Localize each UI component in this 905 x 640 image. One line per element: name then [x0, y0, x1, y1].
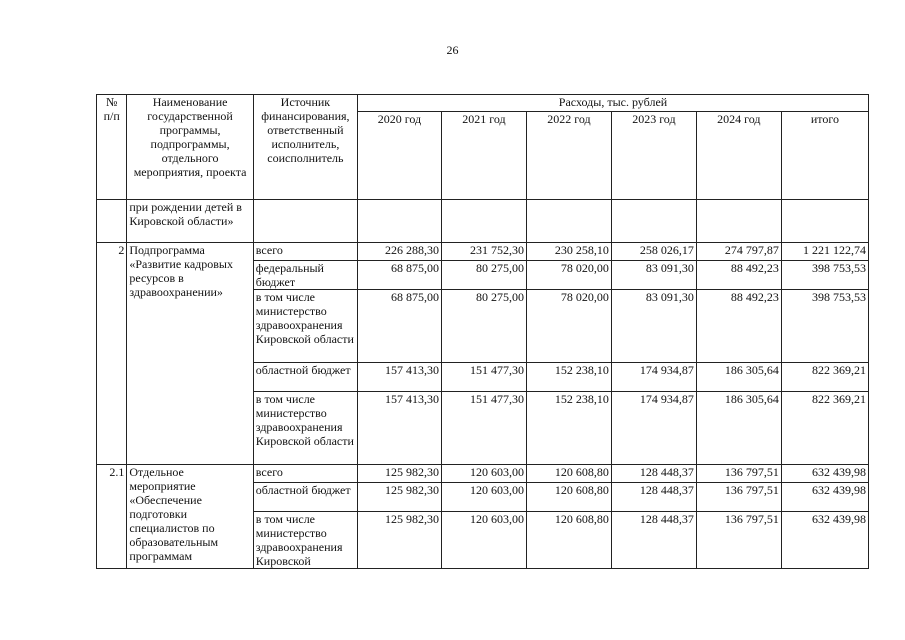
source-cell: федеральный бюджет [253, 261, 357, 290]
value-cell: 136 797,51 [696, 512, 781, 569]
value-cell: 226 288,30 [358, 243, 442, 261]
header-row-1 [97, 95, 869, 112]
value-cell: 632 439,98 [781, 483, 868, 512]
value-cell: 120 603,00 [441, 483, 526, 512]
header-year: 2022 год [526, 112, 611, 200]
empty-cell [781, 200, 868, 243]
source-cell: в том числе министерство здравоохранения Кировской области [253, 392, 357, 465]
value-cell: 151 477,30 [441, 392, 526, 465]
value-cell: 125 982,30 [358, 483, 442, 512]
value-cell: 128 448,37 [611, 483, 696, 512]
header-year: 2020 год [358, 112, 442, 200]
carry-num [97, 200, 127, 243]
header-year: 2024 год [696, 112, 781, 200]
header-total: итого [781, 112, 868, 200]
source-cell: в том числе министерство здравоохранения Кировской [253, 512, 357, 569]
value-cell: 80 275,00 [441, 261, 526, 290]
value-cell: 822 369,21 [781, 392, 868, 465]
value-cell: 186 305,64 [696, 363, 781, 392]
value-cell: 157 413,30 [358, 363, 442, 392]
carry-name: при рождении детей в Кировской области» [127, 200, 253, 243]
value-cell: 1 221 122,74 [781, 243, 868, 261]
section-num: 2.1 [97, 465, 127, 569]
value-cell: 398 753,53 [781, 290, 868, 363]
value-cell: 125 982,30 [358, 465, 442, 483]
section-name: Отдельное мероприятие «Обеспечение подготовки специалистов по образовательным программам [127, 465, 253, 569]
section-name: Подпрограмма «Развитие кадровых ресурсов в здравоохранении» [127, 243, 253, 465]
value-cell: 186 305,64 [696, 392, 781, 465]
empty-cell [441, 200, 526, 243]
value-cell: 136 797,51 [696, 483, 781, 512]
value-cell: 152 238,10 [526, 392, 611, 465]
value-cell: 230 258,10 [526, 243, 611, 261]
source-cell: всего [253, 243, 357, 261]
value-cell: 151 477,30 [441, 363, 526, 392]
value-cell: 274 797,87 [696, 243, 781, 261]
value-cell: 231 752,30 [441, 243, 526, 261]
value-cell: 398 753,53 [781, 261, 868, 290]
source-cell: областной бюджет [253, 483, 357, 512]
value-cell: 83 091,30 [611, 290, 696, 363]
value-cell: 78 020,00 [526, 261, 611, 290]
value-cell: 157 413,30 [358, 392, 442, 465]
value-cell: 174 934,87 [611, 363, 696, 392]
header-source: Источник финансирования, ответственный исполнитель, соисполнитель [253, 95, 357, 200]
value-cell: 83 091,30 [611, 261, 696, 290]
table-row [97, 243, 869, 261]
carry-row [97, 200, 869, 243]
section-num: 2 [97, 243, 127, 465]
value-cell: 152 238,10 [526, 363, 611, 392]
value-cell: 632 439,98 [781, 512, 868, 569]
value-cell: 120 608,80 [526, 512, 611, 569]
value-cell: 128 448,37 [611, 512, 696, 569]
page-number: 26 [446, 43, 459, 57]
value-cell: 258 026,17 [611, 243, 696, 261]
empty-cell [358, 200, 442, 243]
value-cell: 125 982,30 [358, 512, 442, 569]
value-cell: 68 875,00 [358, 290, 442, 363]
header-year: 2021 год [441, 112, 526, 200]
value-cell: 68 875,00 [358, 261, 442, 290]
value-cell: 174 934,87 [611, 392, 696, 465]
value-cell: 78 020,00 [526, 290, 611, 363]
source-cell: областной бюджет [253, 363, 357, 392]
value-cell: 128 448,37 [611, 465, 696, 483]
empty-cell [526, 200, 611, 243]
value-cell: 136 797,51 [696, 465, 781, 483]
empty-cell [696, 200, 781, 243]
header-expenses: Расходы, тыс. рублей [358, 95, 869, 112]
value-cell: 88 492,23 [696, 290, 781, 363]
empty-cell [253, 200, 357, 243]
value-cell: 120 608,80 [526, 483, 611, 512]
source-cell: всего [253, 465, 357, 483]
table-row [97, 465, 869, 483]
value-cell: 120 608,80 [526, 465, 611, 483]
value-cell: 80 275,00 [441, 290, 526, 363]
empty-cell [611, 200, 696, 243]
header-num: № п/п [97, 95, 127, 200]
value-cell: 822 369,21 [781, 363, 868, 392]
header-year: 2023 год [611, 112, 696, 200]
value-cell: 120 603,00 [441, 512, 526, 569]
source-cell: в том числе министерство здравоохранения Кировской области [253, 290, 357, 363]
budget-table [96, 94, 869, 569]
value-cell: 88 492,23 [696, 261, 781, 290]
value-cell: 632 439,98 [781, 465, 868, 483]
header-name: Наименование государственной программы, подпрограммы, отдельного мероприятия, проекта [127, 95, 253, 200]
value-cell: 120 603,00 [441, 465, 526, 483]
